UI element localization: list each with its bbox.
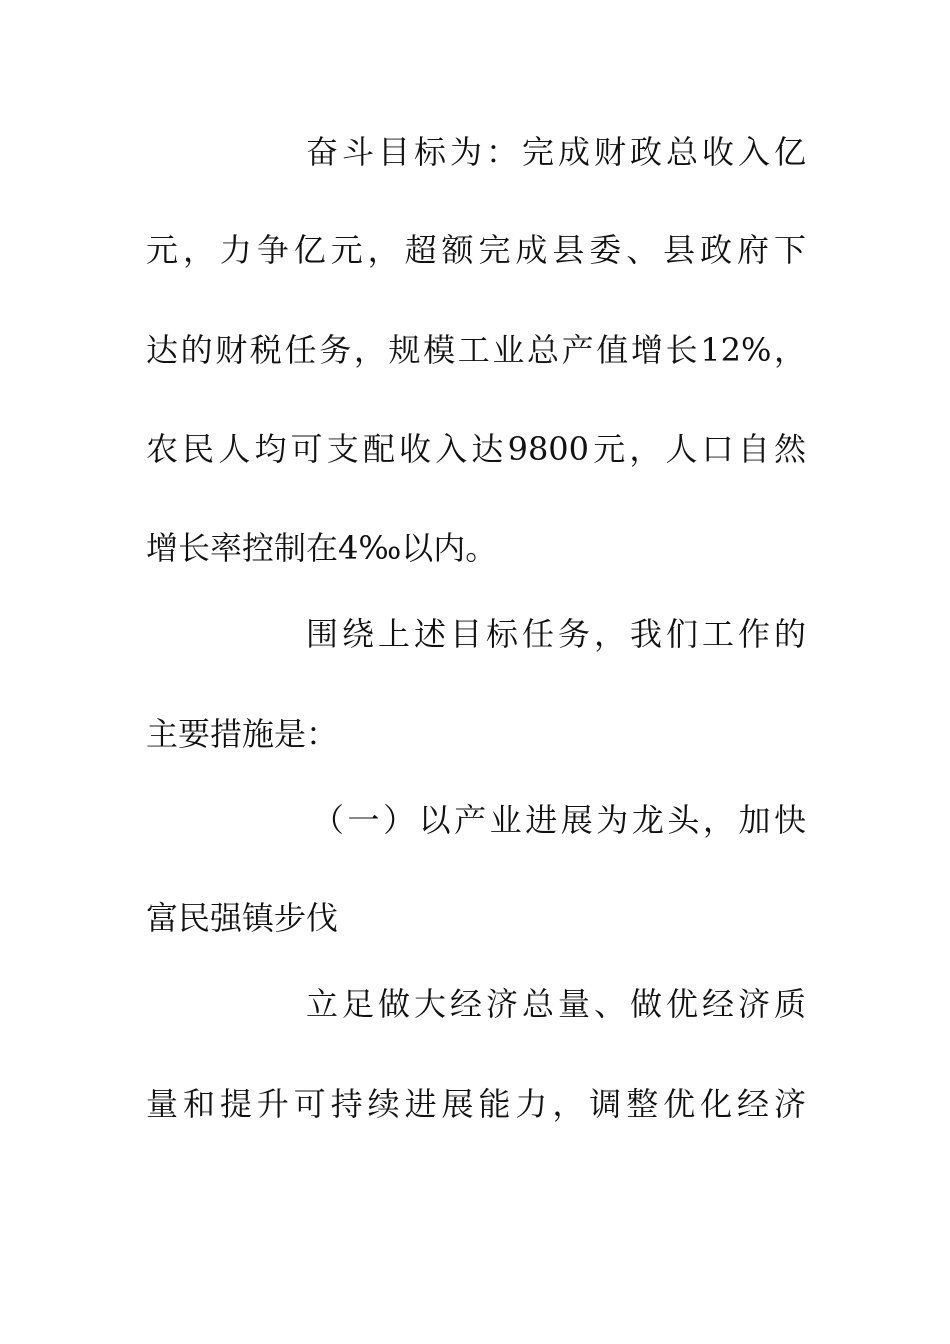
section-heading-line-1: （一）以产业进展为龙头，加快 xyxy=(312,801,806,839)
paragraph-3-line-2: 量和提升可持续进展能力，调整优化经济 xyxy=(146,1085,806,1123)
paragraph-1-line-1: 奋斗目标为：完成财政总收入亿 xyxy=(306,133,806,171)
paragraph-1-line-3: 达的财税任务，规模工业总产值增长12%， xyxy=(146,331,806,369)
section-heading-line-2: 富民强镇步伐 xyxy=(146,899,339,937)
paragraph-2-line-1: 围绕上述目标任务，我们工作的 xyxy=(306,615,806,653)
paragraph-1-line-2: 元，力争亿元，超额完成县委、县政府下 xyxy=(146,231,806,269)
paragraph-1-line-5: 增长率控制在4‰以内。 xyxy=(146,529,498,567)
paragraph-1-line-4: 农民人均可支配收入达9800元，人口自然 xyxy=(146,430,806,468)
paragraph-2-line-2: 主要措施是： xyxy=(146,715,339,753)
paragraph-3-line-1: 立足做大经济总量、做优经济质 xyxy=(306,985,806,1023)
